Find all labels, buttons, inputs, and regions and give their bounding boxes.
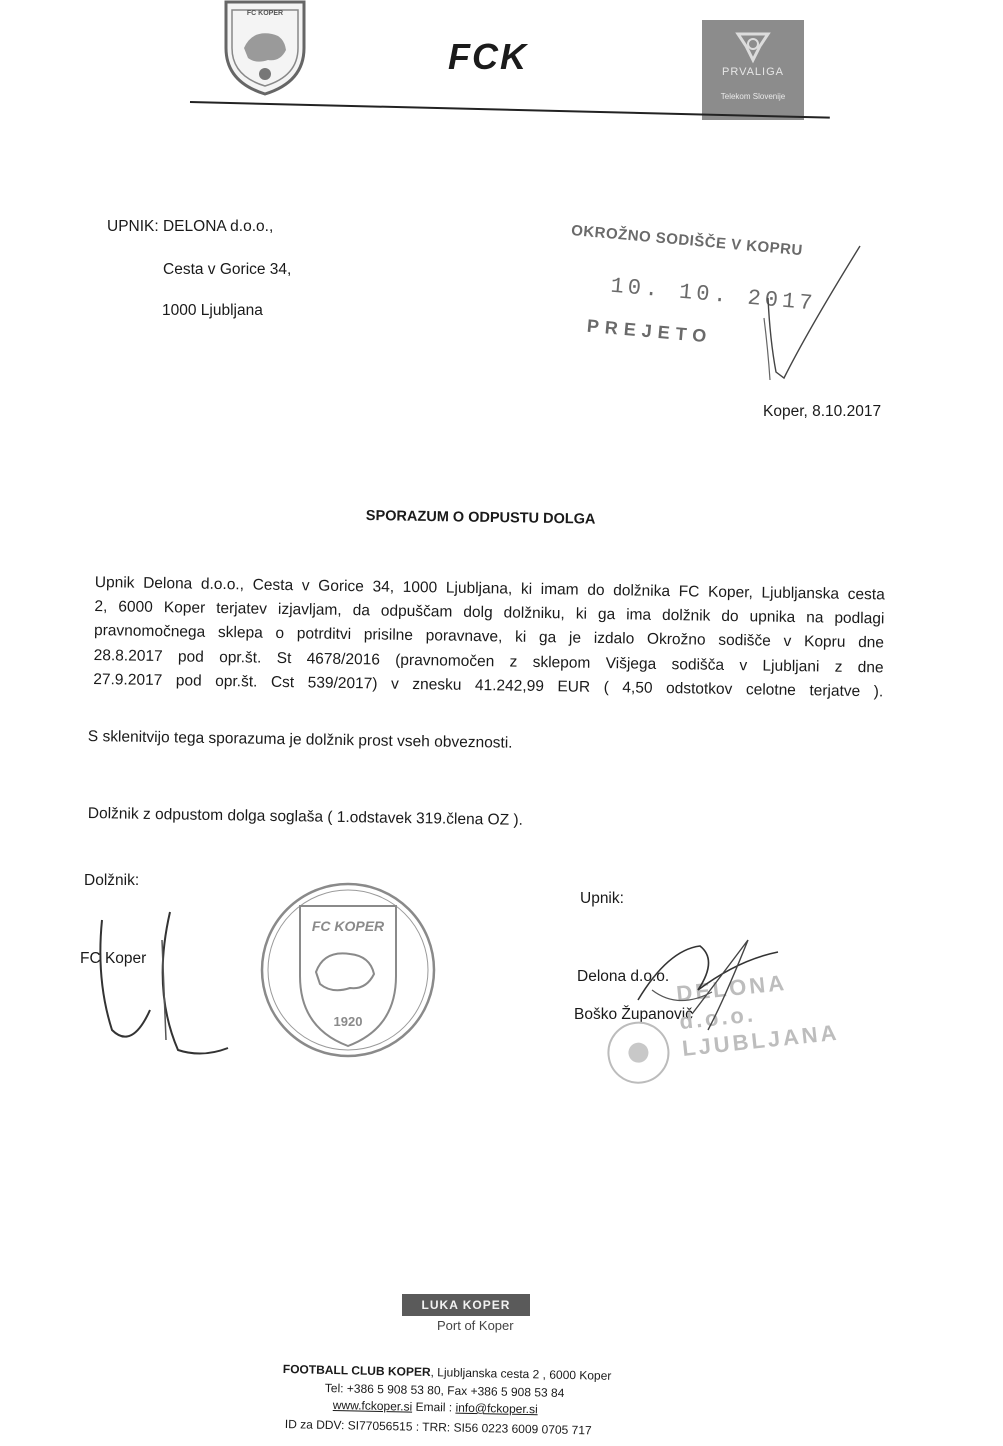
debtor-club-seal bbox=[258, 880, 438, 1060]
seal-bottom-text: 1920 bbox=[333, 1014, 363, 1029]
paragraph-line: 28.8.2017 pod opr.št. St 4678/2016 (pravnomočen z sklepom Višjega sodišča v Ljubljani z dne bbox=[93, 646, 884, 677]
debtor-name: FC Koper bbox=[80, 950, 147, 967]
creditor-representative: Boško Županovič bbox=[574, 1006, 693, 1023]
paragraph-line: Upnik Delona d.o.o., Cesta v Gorice 34, 1000 Ljubljana, ki imam do dolžnika FC Koper, Ljubljanska cesta bbox=[94, 573, 885, 604]
creditor-signature bbox=[628, 930, 788, 1050]
fc-koper-crest-logo bbox=[222, 0, 308, 96]
creditor-name: Delona d.o.o. bbox=[577, 968, 670, 985]
footer-email-label: Email : bbox=[412, 1399, 456, 1415]
paragraph-line: 27.9.2017 pod opr.št. Cst 539/2017) v znesku 41.242,99 EUR ( 4,50 odstotkov celotne terjatve ). bbox=[93, 670, 884, 701]
footer-phone: Tel: +386 5 908 53 80, Fax +386 5 908 53 84 bbox=[324, 1381, 565, 1401]
luka-koper-logo: LUKA KOPER bbox=[402, 1294, 530, 1316]
seal-top-text: FC KOPER bbox=[311, 918, 385, 934]
obligations-paragraph: S sklenitvijo tega sporazuma je dolžnik prost vseh obveznosti. bbox=[87, 728, 513, 752]
creditor-address-line-3: 1000 Ljubljana bbox=[162, 302, 263, 319]
paragraph-line: 2, 6000 Koper terjatev izjavljam, da odpuščam dolg dolžniku, ki ga ima dolžnik do upnika na podlagi bbox=[94, 597, 885, 628]
creditor-address-line-1: UPNIK: DELONA d.o.o., bbox=[107, 218, 274, 235]
footer-club-line bbox=[283, 1362, 612, 1383]
document-title: SPORAZUM O ODPUSTU DOLGA bbox=[365, 508, 596, 528]
port-of-koper-text: Port of Koper bbox=[437, 1318, 514, 1333]
footer-club-address: , Ljubljanska cesta 2 , 6000 Koper bbox=[430, 1365, 612, 1383]
footer-tax-info: ID za DDV: SI77056515 : TRR: SI56 0223 6009 0705 717 bbox=[284, 1417, 592, 1438]
paragraph-line: pravnomočnega sklepa o potrditvi prisilne poravnave, ki ga je izdalo Okrožno sodišče v Kopru dne bbox=[93, 621, 885, 652]
brand-wordmark: FCK bbox=[448, 36, 528, 77]
place-date: Koper, 8.10.2017 bbox=[763, 403, 882, 420]
debtor-label: Dolžnik: bbox=[84, 872, 140, 889]
league-sponsor-text: Telekom Slovenije bbox=[720, 92, 786, 101]
creditor-address-line-2: Cesta v Gorice 34, bbox=[163, 261, 292, 278]
stamp-court-name: OKROŽNO SODIŠČE V KOPRU bbox=[570, 222, 804, 260]
league-logo-text: PRVALIGA bbox=[721, 66, 784, 78]
footer-contact-line bbox=[333, 1398, 538, 1417]
creditor-seal-text: DELONA d.o.o. LJUBLJANA bbox=[675, 969, 841, 1062]
stamp-initials-signature bbox=[760, 240, 870, 390]
footer-email-link[interactable]: info@fckoper.si bbox=[455, 1400, 538, 1417]
stamp-received-label: PREJETO bbox=[586, 315, 714, 347]
debtor-signature bbox=[92, 900, 242, 1060]
creditor-label: Upnik: bbox=[580, 890, 624, 907]
footer-website-link[interactable]: www.fckoper.si bbox=[332, 1398, 413, 1414]
stamp-date: 10. 10. 2017 bbox=[609, 273, 818, 317]
consent-paragraph: Dolžnik z odpustom dolga soglaša ( 1.odstavek 319.člena OZ ). bbox=[87, 805, 524, 829]
footer-club-name: FOOTBALL CLUB KOPER bbox=[282, 1362, 431, 1380]
agreement-paragraph bbox=[93, 573, 885, 702]
crest-lettering: FC KOPER bbox=[246, 10, 284, 17]
